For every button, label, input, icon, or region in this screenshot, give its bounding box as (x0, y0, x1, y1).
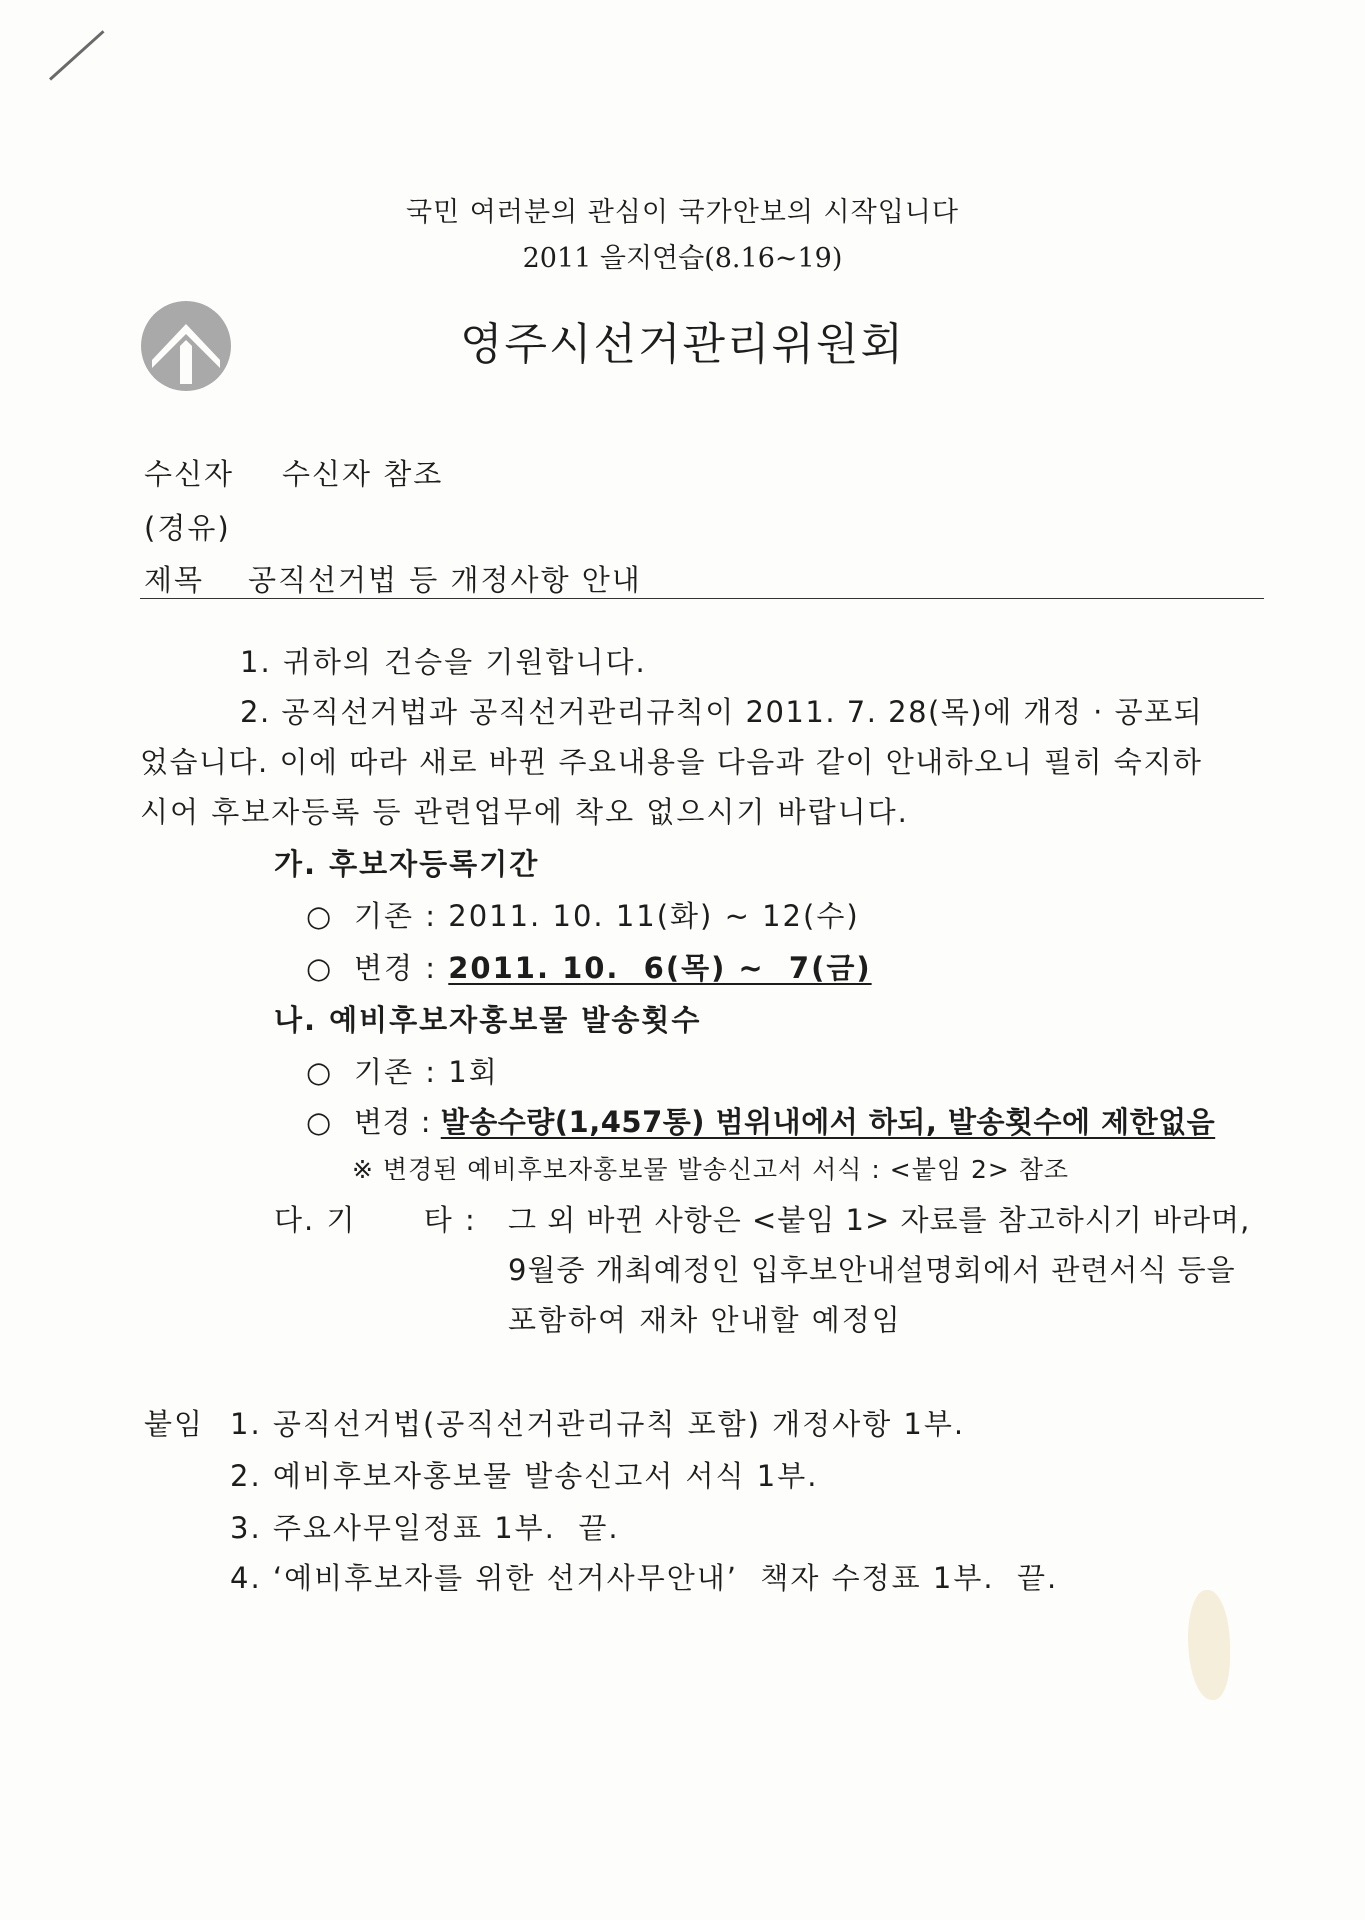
section-b-heading: 나. 예비후보자홍보물 발송횟수 (274, 1003, 702, 1037)
section-c-label: 다. 기 타 : (274, 1203, 477, 1237)
section-c-line-3: 포함하여 재차 안내할 예정임 (508, 1303, 902, 1337)
staple-mark (49, 30, 105, 80)
bullet-icon: ○ (306, 899, 334, 933)
via-label: (경유) (144, 511, 231, 545)
change-value: 2011. 10. 6(목) ~ 7(금) (448, 951, 872, 985)
section-a-existing (306, 894, 860, 935)
section-a-change (306, 946, 872, 987)
slogan: 국민 여러분의 관심이 국가안보의 시작입니다 (406, 197, 959, 228)
attachments-label: 붙임 (144, 1407, 205, 1441)
subject-label: 제목 (144, 563, 205, 597)
attachment-item: 2. 예비후보자홍보물 발송신고서 서식 1부. (230, 1459, 819, 1493)
attachment-item: 4. ‘예비후보자를 위한 선거사무안내’ 책자 수정표 1부. 끝. (230, 1561, 1059, 1595)
paragraph-2-line-1: 2. 공직선거법과 공직선거관리규칙이 2011. 7. 28(목)에 개정 · 공포되 (240, 695, 1204, 729)
section-b-existing (306, 1050, 499, 1091)
recipient-label: 수신자 (144, 457, 235, 491)
paragraph-2-line-3: 시어 후보자등록 등 관련업무에 착오 없으시기 바랍니다. (140, 795, 909, 829)
attachment-item: 1. 공직선거법(공직선거관리규칙 포함) 개정사항 1부. (230, 1407, 966, 1441)
bullet-icon: ○ (306, 1055, 334, 1089)
paragraph-2-line-2: 었습니다. 이에 따라 새로 바뀐 주요내용을 다음과 같이 안내하오니 필히 숙지하 (140, 745, 1203, 779)
existing-label: 기존 : (354, 1055, 438, 1089)
change-label: 변경 : (354, 1105, 432, 1139)
existing-value: 1회 (448, 1055, 499, 1089)
existing-label: 기존 : (354, 899, 438, 933)
section-c-line-1: 그 외 바뀐 사항은 <붙임 1> 자료를 참고하시기 바라며, (508, 1203, 1251, 1237)
change-label: 변경 : (354, 951, 438, 985)
section-a-heading: 가. 후보자등록기간 (274, 847, 540, 881)
recipient-value: 수신자 참조 (282, 457, 444, 491)
bullet-icon: ○ (306, 951, 334, 985)
subject-value: 공직선거법 등 개정사항 안내 (248, 563, 642, 597)
section-b-note: ※ 변경된 예비후보자홍보물 발송신고서 서식 : <붙임 2> 참조 (352, 1155, 1070, 1184)
section-b-change (306, 1100, 1215, 1141)
section-c-line-2: 9월중 개최예정인 입후보안내설명회에서 관련서식 등을 (508, 1253, 1236, 1287)
existing-value: 2011. 10. 11(화) ~ 12(수) (448, 899, 860, 933)
organization-name: 영주시선거관리위원회 (459, 319, 906, 370)
bullet-icon: ○ (306, 1105, 332, 1139)
paper-stain (1188, 1590, 1230, 1700)
subject-divider (140, 598, 1264, 599)
attachment-item: 3. 주요사무일정표 1부. 끝. (230, 1511, 620, 1545)
change-value: 발송수량(1,457통) 범위내에서 하되, 발송횟수에 제한없음 (440, 1105, 1216, 1139)
drill-notice: 2011 을지연습(8.16~19) (522, 243, 843, 274)
paragraph-1: 1. 귀하의 건승을 기원합니다. (240, 645, 647, 679)
